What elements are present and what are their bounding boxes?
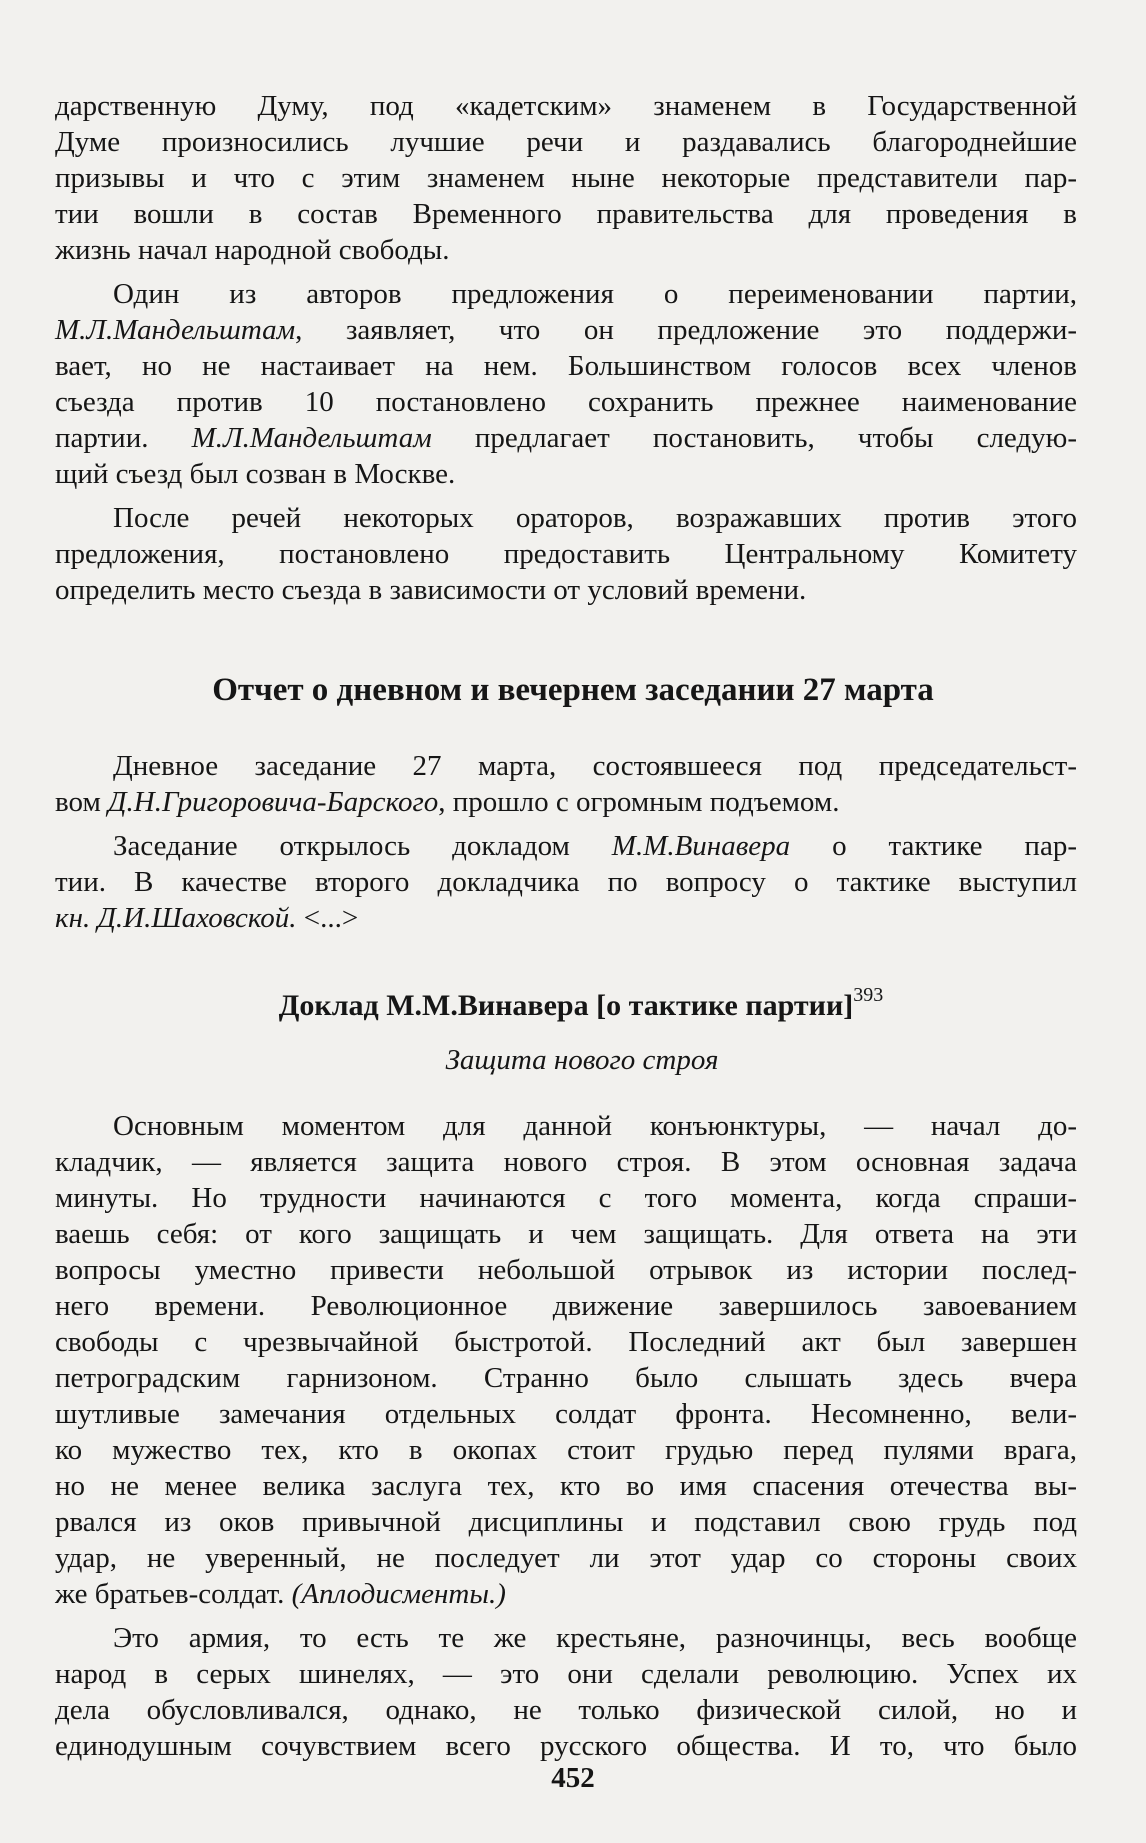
text-line: съезда против 10 постановлено сохранить прежнее наименование (55, 386, 1077, 418)
text-line: дарственную Думу, под «кадетским» знаменем в Государственной (55, 90, 1077, 122)
footnote-ref: 393 (853, 984, 884, 1006)
person-name: М.Л.Мандельштам (55, 314, 296, 346)
text-line: народ в серых шинелях, — это они сделали революцию. Успех их (55, 1658, 1077, 1690)
text-line: единодушным сочувствием всего русского общества. И то, что было (55, 1730, 1077, 1762)
text-line: тии. В качестве второго докладчика по вопросу о тактике выступил (55, 866, 1077, 898)
section-heading: Отчет о дневном и вечернем заседании 27 марта (212, 672, 934, 708)
text-line: рвался из оков привычной дисциплины и подставил свою грудь под (55, 1506, 1077, 1538)
paragraph-mandelshtam (55, 276, 1077, 492)
person-name: М.М.Винавера (611, 830, 791, 862)
paragraph-defense (55, 1108, 1077, 1612)
text-line: ко мужество тех, кто в окопах стоит грудью перед пулями врага, (55, 1434, 1077, 1466)
text-line: партии. М.Л.Мандельштам предлагает постановить, чтобы следую- (55, 422, 1077, 454)
text-line: вопросы уместно привести небольшой отрывок из истории послед- (55, 1254, 1077, 1286)
paragraph-army (55, 1620, 1077, 1764)
text-line: минуты. Но трудности начинаются с того момента, когда спраши- (55, 1182, 1077, 1214)
text-line: предложения, постановлено предоставить Центральному Комитету (55, 538, 1077, 570)
text-line: удар, не уверенный, не последует ли этот удар со стороны своих (55, 1542, 1077, 1574)
applause-note: (Аплодисменты.) (291, 1578, 506, 1610)
text-line: Думе произносились лучшие речи и раздавались благороднейшие (55, 126, 1077, 158)
text-line: М.Л.Мандельштам, заявляет, что он предложение это поддержи- (55, 314, 1077, 346)
paragraph-congress-place (55, 500, 1077, 608)
person-name: кн. Д.И.Шаховской. (55, 902, 297, 934)
text-line: кладчик, — является защита нового строя. В этом основная задача (55, 1146, 1077, 1178)
text-line: же братьев-солдат. (Аплодисменты.) (55, 1578, 506, 1610)
text-line: призывы и что с этим знаменем ныне некоторые представители пар- (55, 162, 1077, 194)
text-line: Один из авторов предложения о переименовании партии, (113, 278, 1077, 310)
text-line: вом Д.Н.Григоровича-Барского, прошло с огромным подъемом. (55, 786, 840, 818)
text-line: Основным моментом для данной конъюнктуры, — начал до- (113, 1110, 1077, 1142)
text-line: Это армия, то есть те же крестьяне, разночинцы, весь вообще (113, 1622, 1077, 1654)
report-subheading: Защита нового строя (445, 1044, 719, 1076)
text-line: Дневное заседание 27 марта, состоявшееся под председательст- (113, 750, 1077, 782)
text-line: петроградским гарнизоном. Странно было слышать здесь вчера (55, 1362, 1077, 1394)
paragraph-report-opening (55, 828, 1077, 936)
text-line: тии вошли в состав Временного правительства для проведения в (55, 198, 1077, 230)
paragraph-duma (55, 88, 1077, 268)
text-line: но не менее велика заслуга тех, кто во имя спасения отечества вы- (55, 1470, 1077, 1502)
page-number: 452 (551, 1762, 595, 1794)
page-content (55, 88, 1077, 1764)
person-name: Д.Н.Григоровича-Барского (108, 786, 439, 818)
text-line: ваешь себя: от кого защищать и чем защищать. Для ответа на эти (55, 1218, 1077, 1250)
person-name: М.Л.Мандельштам (191, 422, 432, 454)
text-line: жизнь начал народной свободы. (55, 234, 450, 266)
text-line: определить место съезда в зависимости от условий времени. (55, 574, 807, 606)
report-heading: Доклад М.М.Винавера [о тактике партии]$^{393}$ (278, 984, 884, 1022)
paragraph-session (55, 748, 1077, 820)
text-line: него времени. Революционное движение завершилось завоеванием (55, 1290, 1077, 1322)
text-line: свободы с чрезвычайной быстротой. Последний акт был завершен (55, 1326, 1077, 1358)
text-line: щий съезд был созван в Москве. (55, 458, 456, 490)
text-line: После речей некоторых ораторов, возражавших против этого (113, 502, 1077, 534)
text-line: шутливые замечания отдельных солдат фронта. Несомненно, вели- (55, 1398, 1077, 1430)
text-line: кн. Д.И.Шаховской. <...> (55, 902, 359, 934)
text-line: вает, но не настаивает на нем. Большинством голосов всех членов (55, 350, 1077, 382)
text-line: дела обусловливался, однако, не только физической силой, но и (55, 1694, 1077, 1726)
text-line: Заседание открылось докладом М.М.Винавера о тактике пар- (113, 830, 1077, 862)
